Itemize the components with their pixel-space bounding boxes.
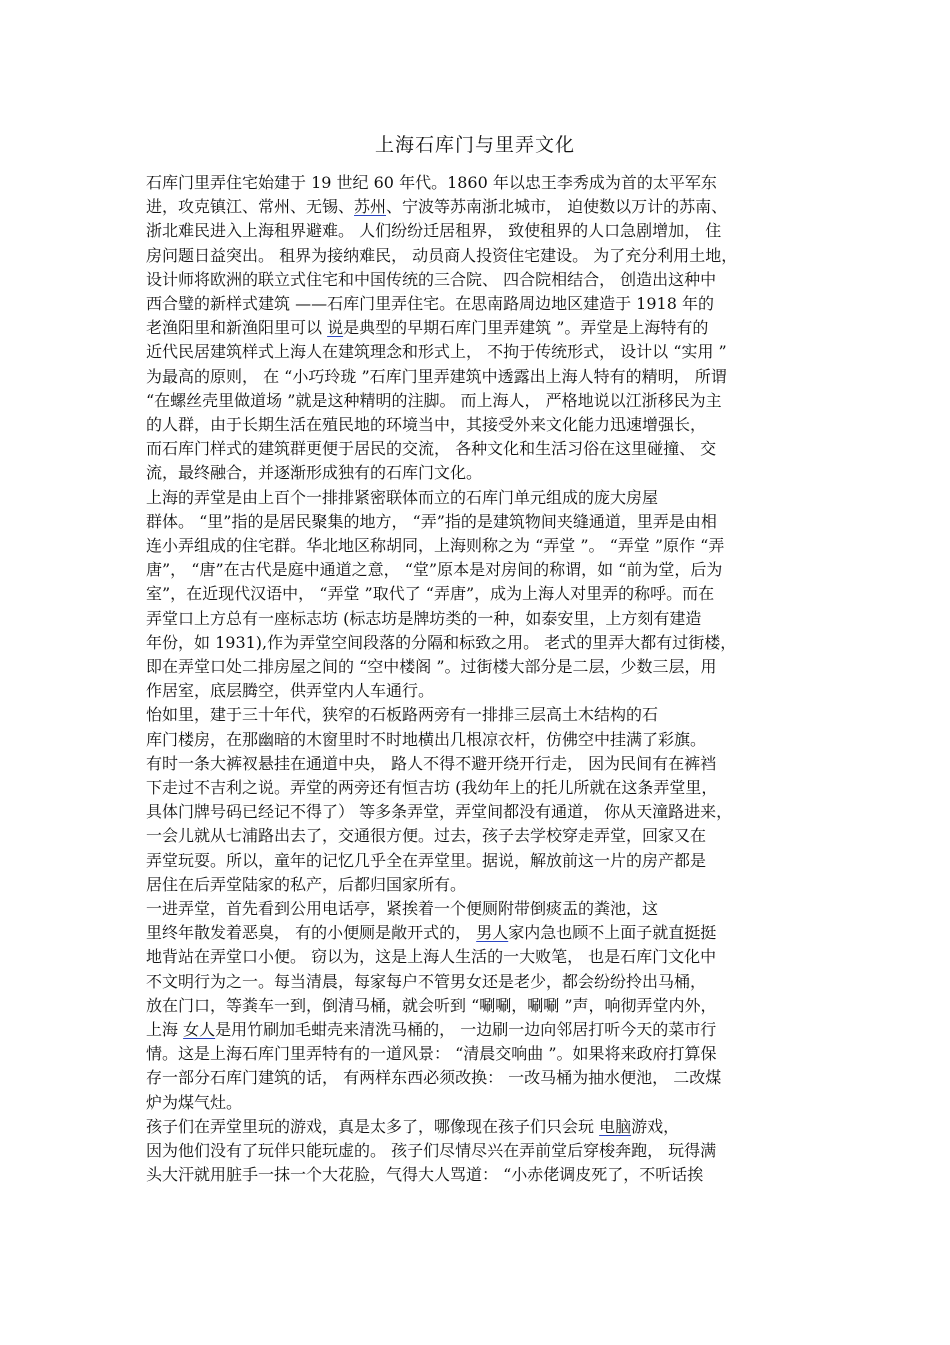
- text-line: [146, 365, 811, 389]
- text-line: [146, 1091, 811, 1115]
- text-line: [146, 219, 811, 243]
- text-run: 因为他们没有了玩伴只能玩虚的。 孩子们尽情尽兴在弄前堂后穿梭奔跑， 玩得满: [146, 1141, 717, 1160]
- text-run: 一会儿就从七浦路出去了，交通很方便。过去，孩子去学校穿走弄堂，回家又在: [146, 826, 707, 846]
- hyperlink[interactable]: 说: [327, 318, 344, 338]
- text-line: [146, 873, 811, 897]
- text-run: 是用竹刷加毛蚶壳来清洗马桶的， 一边刷一边向邻居打听今天的菜市行: [215, 1020, 717, 1039]
- text-run: 年份，如 1931),作为弄堂空间段落的分隔和标致之用。 老式的里弄大都有过街楼，: [146, 632, 737, 652]
- text-run: 下走过不吉利之说。弄堂的两旁还有恒吉坊 (我幼年上的托儿所就在这条弄堂里，: [146, 778, 718, 797]
- text-run: 地背站在弄堂口小便。 窃以为，这是上海人生活的一大败笔， 也是石库门文化中: [146, 947, 717, 967]
- text-run: 炉为煤气灶。: [146, 1092, 243, 1112]
- text-run: 上海: [146, 1020, 184, 1039]
- text-run: 一进弄堂，首先看到公用电话亭，紧挨着一个便厕附带倒痰盂的粪池，这: [146, 899, 659, 918]
- text-line: [146, 921, 811, 945]
- text-run: 上海的弄堂是由上百个一排排紧密联体而立的石库门单元组成的庞大房屋: [146, 487, 659, 507]
- text-line: [146, 1139, 811, 1163]
- text-run: 家内急也顾不上面子就直挺挺: [508, 923, 717, 943]
- text-run: 即在弄堂口处二排房屋之间的 “空中楼阁 ”。过街楼大部分是二层，少数三层，用: [146, 657, 717, 676]
- text-line: [146, 582, 811, 606]
- text-run: 连小弄组成的住宅群。华北地区称胡同，上海则称之为 “弄堂 ”。 “弄堂 ”原作 “弄: [146, 536, 725, 555]
- text-line: [146, 292, 811, 316]
- text-run: 库门楼房，在那幽暗的木窗里时不时地横出几根凉衣杆，仿佛空中挂满了彩旗。: [146, 729, 707, 749]
- text-run: 弄堂玩耍。所以，童年的记忆几乎全在弄堂里。据说，解放前这一片的房产都是: [146, 850, 707, 870]
- text-run: 不文明行为之一。每当清晨，每家每户不管男女还是老少，都会纷纷拎出马桶，: [146, 971, 707, 991]
- text-run: 居住在后弄堂陆家的私产，后都归国家所有。: [146, 874, 467, 894]
- text-run: 为最高的原则， 在 “小巧玲珑 ”石库门里弄建筑中透露出上海人特有的精明， 所谓: [146, 366, 727, 386]
- text-run: 群体。 “里”指的是居民聚集的地方， “弄”指的是建筑物间夹缝通道，里弄是由相: [146, 511, 717, 531]
- text-run: 房问题日益突出。 租界为接纳难民， 动员商人投资住宅建设。 为了充分利用土地，: [146, 245, 738, 265]
- text-line: [146, 703, 811, 727]
- text-line: [146, 728, 811, 752]
- text-run: 的人群，由于长期生活在殖民地的环境当中，其接受外来文化能力迅速增强长，: [146, 415, 707, 434]
- text-line: [146, 631, 811, 655]
- hyperlink[interactable]: 男人: [476, 923, 509, 943]
- text-run: 弄堂口上方总有一座标志坊 (标志坊是牌坊类的一种，如泰安里，上方刻有建造: [146, 608, 702, 628]
- text-run: 而石库门样式的建筑群更便于居民的交流， 各种文化和生活习俗在这里碰撞、 交: [146, 439, 717, 459]
- document-title: 上海石库门与里弄文化: [374, 134, 575, 156]
- text-line: [146, 970, 811, 994]
- text-line: [146, 679, 811, 703]
- text-run: 怡如里，建于三十年代，狭窄的石板路两旁有一排排三层高土木结构的石: [146, 705, 659, 725]
- text-line: [146, 776, 811, 800]
- text-line: [146, 413, 811, 437]
- text-line: [146, 316, 811, 340]
- text-run: 流，最终融合，并逐渐形成独有的石库门文化。: [146, 463, 483, 483]
- text-line: [146, 994, 811, 1018]
- text-line: [146, 486, 811, 510]
- text-run: 里终年散发着恶臭， 有的小便厕是敞开式的，: [146, 923, 477, 943]
- text-run: 作居室，底层腾空，供弄堂内人车通行。: [146, 681, 435, 701]
- text-run: 近代民居建筑样式上海人在建筑理念和形式上， 不拘于传统形式， 设计以 “实用 ”: [146, 342, 727, 362]
- text-run: 是典型的早期石库门里弄建筑 ”。弄堂是上海特有的: [343, 318, 709, 338]
- text-run: 有时一条大裤衩悬挂在通道中央， 路人不得不避开绕开行走， 因为民间有在裤裆: [146, 753, 717, 773]
- text-run: 石库门里弄住宅始建于 19 世纪 60 年代。1860 年以忠王李秀成为首的太平军东: [146, 173, 717, 192]
- hyperlink[interactable]: 电脑: [599, 1116, 632, 1136]
- text-run: 唐”， “唐”在古代是庭中通道之意， “堂”原本是对房间的称谓，如 “前为堂，后为: [146, 560, 723, 580]
- text-run: “在螺丝壳里做道场 ”就是这种精明的注脚。 而上海人， 严格地说以江浙移民为主: [146, 390, 722, 410]
- text-run: 放在门口，等粪车一到，倒清马桶，就会听到 “唰唰，唰唰 ”声，响彻弄堂内外，: [146, 995, 717, 1015]
- text-line: [146, 558, 811, 582]
- text-line: [146, 824, 811, 848]
- text-line: [146, 171, 811, 195]
- text-line: [146, 752, 811, 776]
- text-line: [146, 340, 811, 364]
- hyperlink[interactable]: 苏州: [354, 197, 387, 217]
- text-run: 具体门牌号码已经记不得了） 等多条弄堂，弄堂间都没有通道， 你从天潼路进来，: [146, 802, 733, 822]
- text-run: 老渔阳里和新渔阳里可以: [146, 318, 328, 338]
- text-run: 孩子们在弄堂里玩的游戏，真是太多了，哪像现在孩子们只会玩: [146, 1116, 600, 1136]
- text-line: [146, 945, 811, 969]
- text-run: 存一部分石库门建筑的话， 有两样东西必须改换： 一改马桶为抽水便池， 二改煤: [146, 1068, 722, 1088]
- text-run: 进，攻克镇江、常州、无锡、: [146, 197, 355, 217]
- text-line: [146, 1163, 811, 1187]
- text-line: [146, 510, 811, 534]
- text-line: [146, 897, 811, 921]
- text-line: [146, 1042, 811, 1066]
- text-run: 情。这是上海石库门里弄特有的一道风景： “清晨交响曲 ”。如果将来政府打算保: [146, 1044, 717, 1064]
- text-line: [146, 534, 811, 558]
- text-run: 、宁波等苏南浙北城市， 迫使数以万计的苏南、: [386, 197, 728, 217]
- text-line: [146, 849, 811, 873]
- text-run: 浙北难民进入上海租界避难。 人们纷纷迁居租界， 致使租界的人口急剧增加， 住: [146, 221, 722, 241]
- text-line: [146, 195, 811, 219]
- text-run: 头大汗就用脏手一抹一个大花脸，气得大人骂道： “小赤佬调皮死了，不听话挨: [146, 1165, 704, 1185]
- text-line: [146, 1018, 811, 1042]
- text-run: 游戏，: [631, 1116, 680, 1136]
- text-line: [146, 607, 811, 631]
- text-line: [146, 1066, 811, 1090]
- text-line: [146, 1115, 811, 1139]
- text-line: [146, 244, 811, 268]
- text-line: [146, 268, 811, 292]
- text-run: 设计师将欧洲的联立式住宅和中国传统的三合院、 四合院相结合， 创造出这种中: [146, 269, 717, 289]
- text-line: [146, 655, 811, 679]
- text-line: [146, 389, 811, 413]
- text-line: [146, 461, 811, 485]
- text-line: [146, 800, 811, 824]
- text-line: [146, 437, 811, 461]
- text-run: 室”，在近现代汉语中， “弄堂 ”取代了 “弄唐”，成为上海人对里弄的称呼。而在: [146, 584, 715, 604]
- hyperlink[interactable]: 女人: [183, 1020, 216, 1039]
- text-run: 西合璧的新样式建筑 ——石库门里弄住宅。在思南路周边地区建造于 1918 年的: [146, 294, 714, 313]
